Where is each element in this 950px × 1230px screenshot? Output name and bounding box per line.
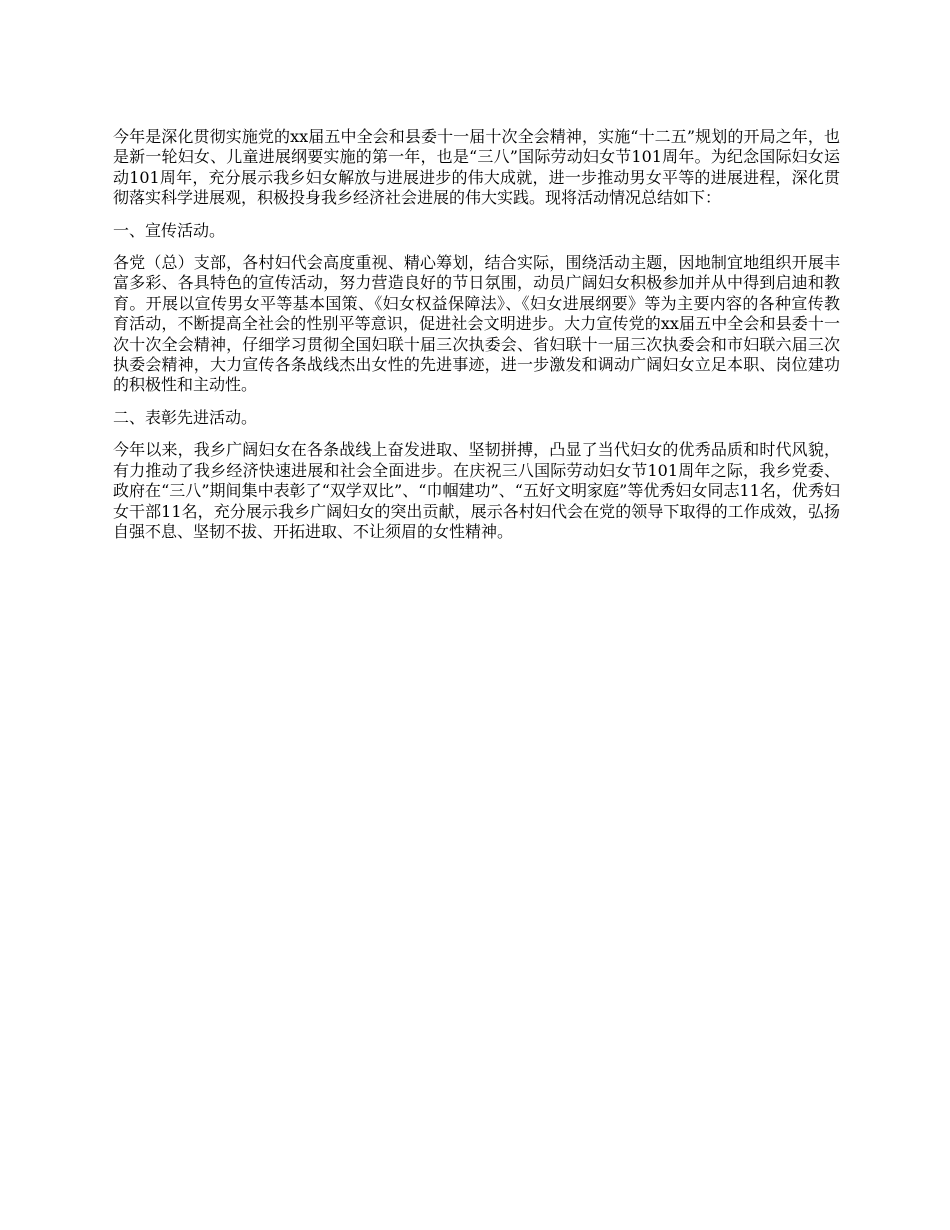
publicity-paragraph: 各党（总）支部，各村妇代会高度重视、精心筹划，结合实际，围绕活动主题，因地制宜地组织开展丰富多彩、各具特色的宣传活动，努力营造良好的节日氛围，动员广阔妇女积极参加并从中得到启迪和教育。开展以宣传男女平等基本国策、《妇女权益保障法》、《妇女进展纲要》等为主要内容的各种宣传教育活动，不断提高全社会的性别平等意识，促进社会文明进步。大力宣传党的xx届五中全会和县委十一次十次全会精神，仔细学习贯彻全国妇联十届三次执委会、省妇联十一届三次执委会和市妇联六届三次执委会精神，大力宣传各条战线杰出女性的先进事迹，进一步激发和调动广阔妇女立足本职、岗位建功的积极性和主动性。 — [113, 253, 840, 395]
intro-paragraph: 今年是深化贯彻实施党的xx届五中全会和县委十一届十次全会精神，实施“十二五”规划的开局之年，也是新一轮妇女、儿童进展纲要实施的第一年，也是“三八”国际劳动妇女节101周年。为纪念国际妇女运动101周年，充分展示我乡妇女解放与进展进步的伟大成就，进一步推动男女平等的进展进程，深化贯彻落实科学进展观，积极投身我乡经济社会进展的伟大实践。现将活动情况总结如下： — [113, 127, 840, 208]
commendation-paragraph: 今年以来，我乡广阔妇女在各条战线上奋发进取、坚韧拼搏，凸显了当代妇女的优秀品质和时代风貌，有力推动了我乡经济快速进展和社会全面进步。在庆祝三八国际劳动妇女节101周年之际，我乡党委、政府在“三八”期间集中表彰了“双学双比”、“巾帼建功”、“五好文明家庭”等优秀妇女同志11名，优秀妇女干部11名，充分展示我乡广阔妇女的突出贡献，展示各村妇代会在党的领导下取得的工作成效，弘扬自强不息、坚韧不拔、开拓进取、不让须眉的女性精神。 — [113, 440, 840, 541]
section-heading-publicity: 一、宣传活动。 — [113, 220, 226, 240]
section-heading-commendation: 二、表彰先进活动。 — [113, 407, 258, 427]
document-body — [113, 127, 840, 554]
